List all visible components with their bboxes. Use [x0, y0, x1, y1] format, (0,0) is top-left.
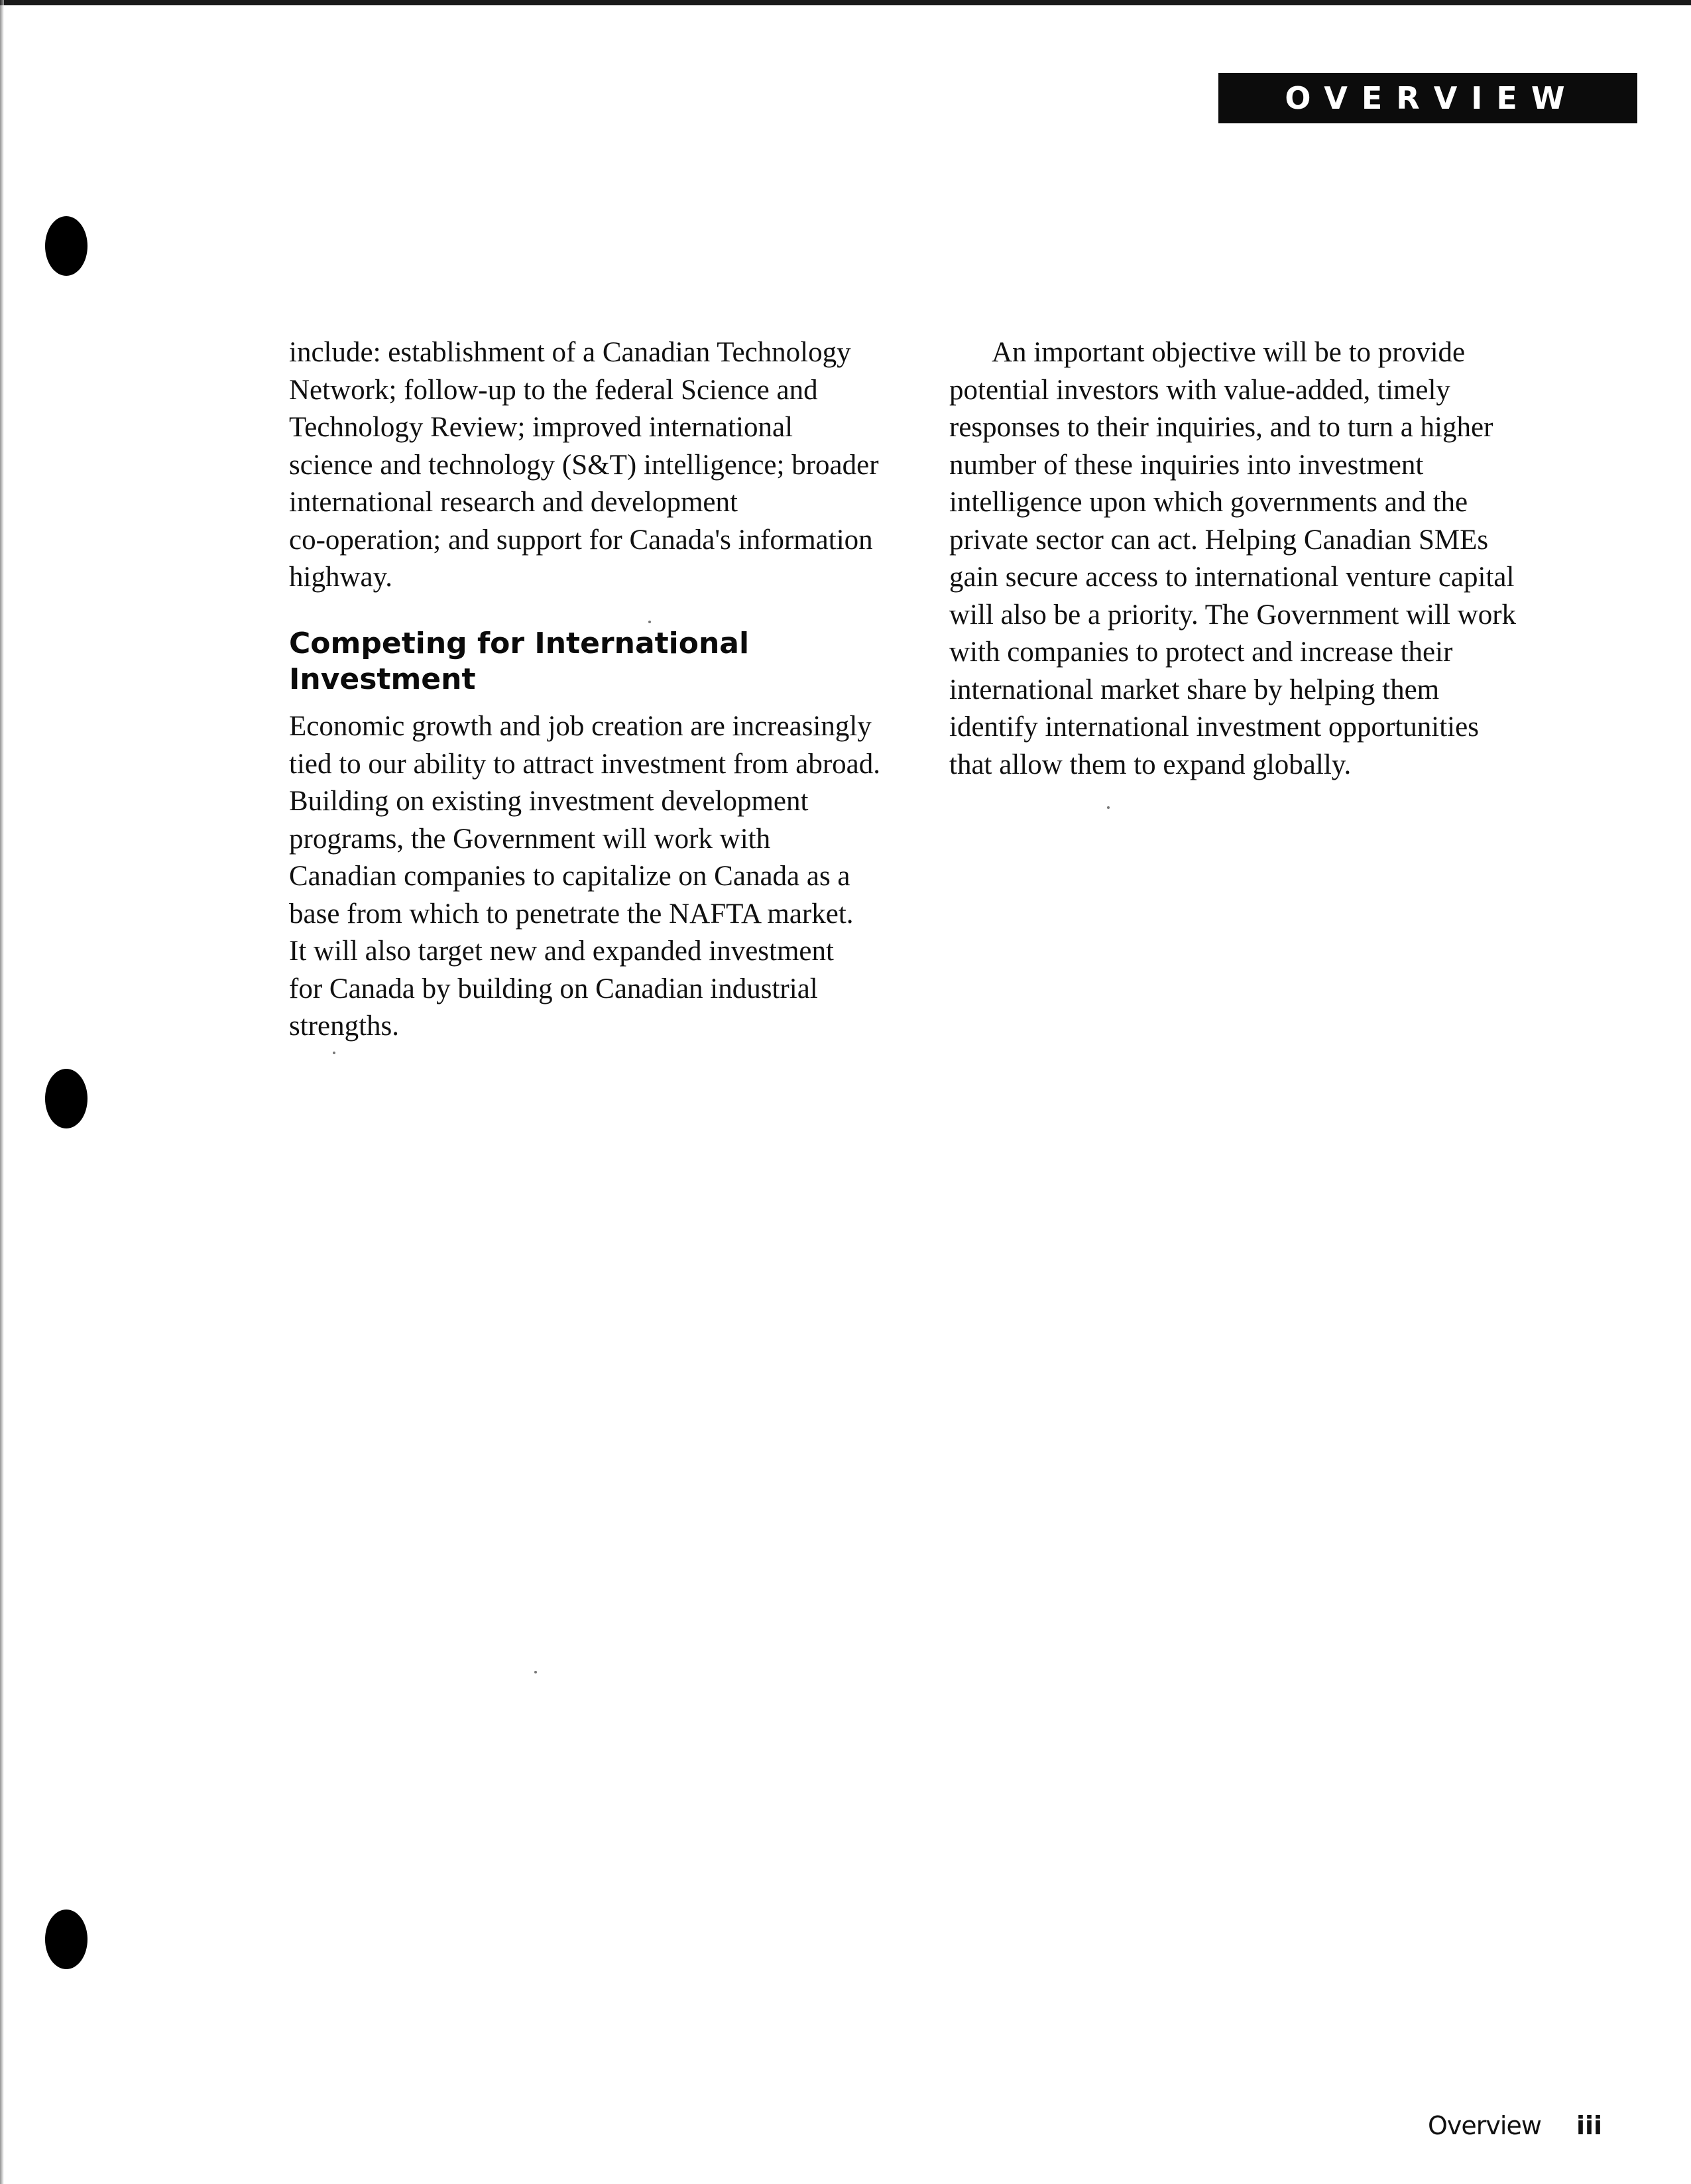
- text-line: international research and development: [289, 487, 738, 518]
- page-left-edge: [0, 0, 4, 2184]
- text-line: number of these inquiries into investment: [949, 449, 1424, 481]
- punch-hole-top: [45, 216, 87, 276]
- text-line: highway.: [289, 562, 393, 593]
- text-line: will also be a priority. The Government will work: [949, 599, 1517, 631]
- section-heading: [289, 626, 749, 698]
- section-header-tab: OVERVIEW: [1218, 73, 1637, 123]
- text-line: intelligence upon which governments and the: [949, 487, 1468, 518]
- text-line: An important objective will be to provide: [992, 337, 1466, 368]
- text-line: programs, the Government will work with: [289, 823, 771, 855]
- text-line: potential investors with value-added, timely: [949, 374, 1450, 406]
- investment-paragraph: [289, 708, 899, 1046]
- text-line: base from which to penetrate the NAFTA market.: [289, 898, 854, 930]
- text-line: that allow them to expand globally.: [949, 749, 1352, 780]
- left-column: [289, 334, 886, 597]
- text-line: responses to their inquiries, and to turn a higher: [949, 412, 1493, 443]
- text-line: Building on existing investment development: [289, 786, 809, 817]
- footer-page-number: iii: [1576, 2111, 1603, 2140]
- footer-section-label: Overview: [1428, 2111, 1541, 2140]
- text-line: international market share by helping them: [949, 674, 1440, 705]
- text-line: Canadian companies to capitalize on Canada as a: [289, 861, 850, 892]
- scan-speck: [333, 1052, 335, 1054]
- page-top-edge: [0, 0, 1691, 5]
- text-line: Network; follow-up to the federal Science and: [289, 374, 818, 406]
- text-line: co-operation; and support for Canada's information: [289, 524, 873, 556]
- text-line: tied to our ability to attract investment from abroad.: [289, 748, 880, 780]
- scan-speck: [1107, 806, 1110, 809]
- text-line: It will also target new and expanded investment: [289, 936, 834, 967]
- punch-hole-middle: [45, 1069, 87, 1128]
- text-line: include: establishment of a Canadian Technology: [289, 337, 851, 368]
- text-line: strengths.: [289, 1010, 400, 1042]
- heading-line: Investment: [289, 662, 476, 696]
- text-line: Technology Review; improved international: [289, 412, 793, 443]
- text-line: science and technology (S&T) intelligence; broader: [289, 449, 879, 481]
- text-line: private sector can act. Helping Canadian SMEs: [949, 524, 1489, 556]
- continued-paragraph: [289, 334, 886, 597]
- text-line: for Canada by building on Canadian industrial: [289, 973, 818, 1004]
- text-line: with companies to protect and increase their: [949, 637, 1453, 668]
- objective-paragraph: [949, 334, 1566, 784]
- punch-hole-bottom: [45, 1910, 87, 1969]
- scan-speck: [648, 621, 651, 623]
- text-line: gain secure access to international venture capital: [949, 562, 1515, 593]
- investment-paragraph-text: [289, 708, 899, 1046]
- scan-speck: [534, 1671, 537, 1673]
- text-line: identify international investment opportunities: [949, 711, 1479, 743]
- text-line: Economic growth and job creation are increasingly: [289, 711, 872, 742]
- section-heading-text: [289, 626, 749, 698]
- heading-line: Competing for International: [289, 627, 750, 660]
- right-column: [949, 334, 1566, 784]
